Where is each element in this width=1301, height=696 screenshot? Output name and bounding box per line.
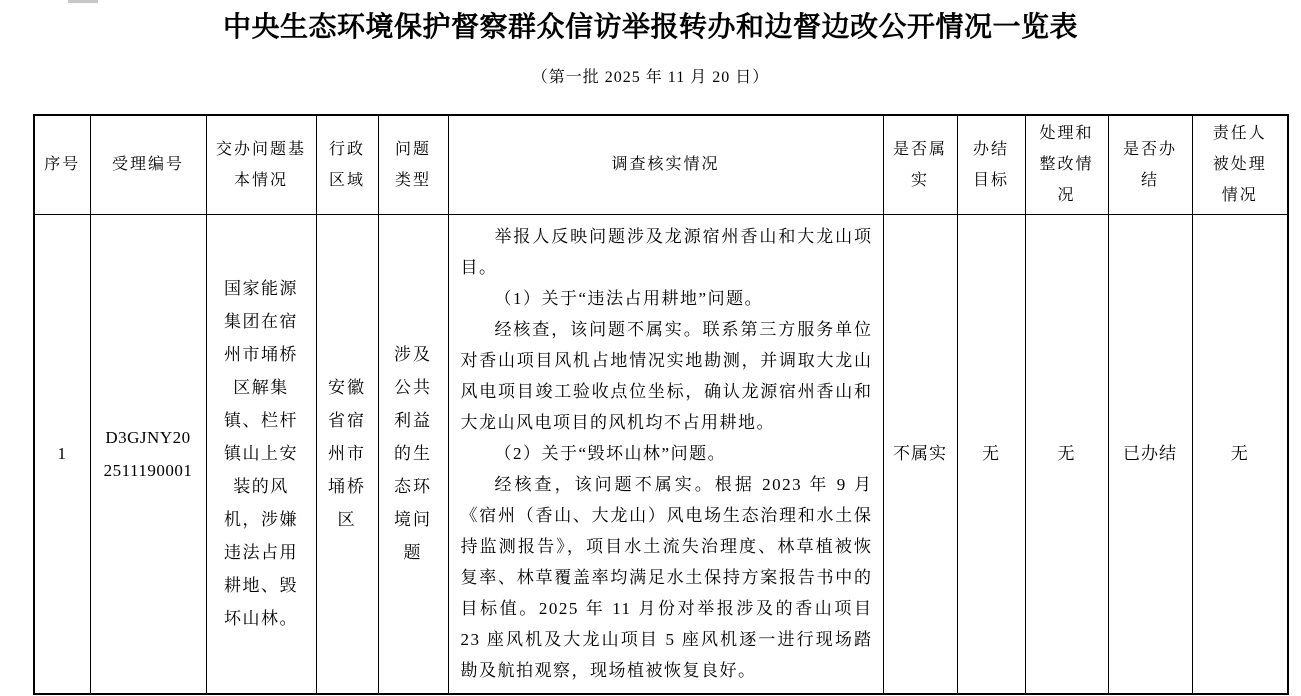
header-completion-target: 办结目标 — [957, 115, 1025, 214]
cell-handling-rectification: 无 — [1025, 214, 1108, 694]
cell-problem-type: 涉及公共利益的生态环境问题 — [378, 214, 448, 694]
table-row — [34, 214, 1288, 694]
acceptance-number-line-2: 2511190001 — [103, 460, 193, 480]
cell-responsible-person: 无 — [1192, 214, 1288, 694]
header-substantiated: 是否属实 — [883, 115, 957, 214]
investigation-paragraph: 经核查，该问题不属实。联系第三方服务单位对香山项目风机占地情况实地勘测，并调取大龙山风电项目竣工验收点位坐标，确认龙源宿州香山和大龙山风电项目的风机均不占用耕地。 — [460, 319, 873, 432]
cell-serial-number: 1 — [34, 214, 90, 694]
cell-completed: 已办结 — [1108, 214, 1192, 694]
investigation-paragraph: 举报人反映问题涉及龙源宿州香山和大龙山项目。 — [460, 226, 873, 277]
header-problem-summary: 交办问题基本情况 — [206, 115, 316, 214]
header-serial-number: 序号 — [34, 115, 90, 214]
report-table — [33, 114, 1289, 695]
document-subtitle: （第一批 2025 年 11 月 20 日） — [531, 69, 770, 86]
header-handling-rectification: 处理和整改情况 — [1025, 115, 1108, 214]
header-problem-type: 问题类型 — [378, 115, 448, 214]
cell-completion-target: 无 — [957, 214, 1025, 694]
header-acceptance-number: 受理编号 — [90, 115, 206, 214]
investigation-paragraph: 经核查，该问题不属实。根据 2023 年 9 月《宿州（香山、大龙山）风电场生态治理和水土保持监测报告》，项目水土流失治理度、林草植被恢复率、林草覆盖率均满足水土保持方案报告书中的目标值。2025 年 11 月份对举报涉及的香山项目 23 座风机及大龙山项目 5 座风机逐一进行现场踏勘及航拍观察，现场植被恢复良好。 — [460, 474, 873, 680]
document-title: 中央生态环境保护督察群众信访举报转办和边督边改公开情况一览表 — [222, 12, 1078, 43]
investigation-paragraph: （2）关于“毁坏山林”问题。 — [494, 443, 727, 463]
header-row — [34, 115, 1288, 214]
cell-investigation — [448, 214, 883, 694]
acceptance-number-line-1: D3GJNY20 — [105, 427, 191, 447]
cell-region: 安徽省宿州市埇桥区 — [316, 214, 378, 694]
header-completed: 是否办结 — [1108, 115, 1192, 214]
cell-acceptance-number — [90, 214, 206, 694]
cell-substantiated: 不属实 — [883, 214, 957, 694]
investigation-paragraph: （1）关于“违法占用耕地”问题。 — [494, 288, 764, 308]
header-region: 行政区域 — [316, 115, 378, 214]
header-investigation: 调查核实情况 — [448, 115, 883, 214]
header-responsible-person: 责任人被处理情况 — [1192, 115, 1288, 214]
top-edge-artifact — [68, 0, 98, 3]
cell-problem-summary: 国家能源集团在宿州市埇桥区解集镇、栏杆镇山上安装的风机，涉嫌违法占用耕地、毁坏山林。 — [206, 214, 316, 694]
